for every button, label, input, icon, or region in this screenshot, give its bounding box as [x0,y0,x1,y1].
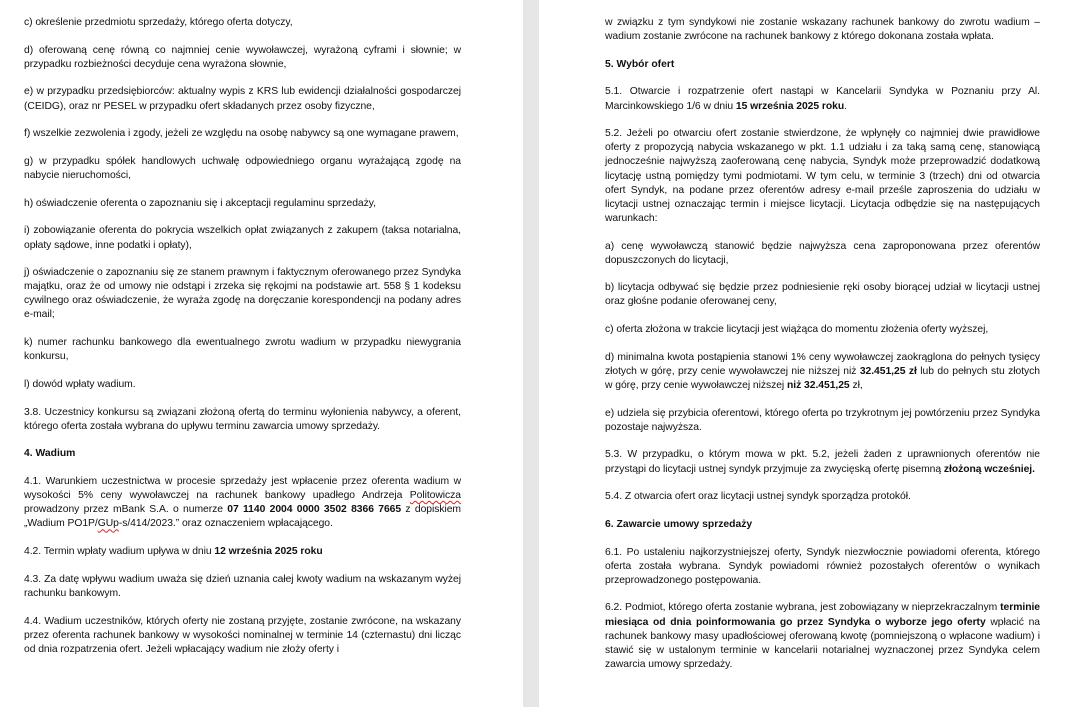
paragraph-6-2-text-a: 6.2. Podmiot, którego oferta zostanie wybrana, jest zobowiązany w nieprzekraczalnym [605,602,1001,614]
paragraph-5-3 [605,448,1040,476]
paragraph-3-7-d: d) oferowaną cenę równą co najmniej cenie wywoławczej, wyrażoną cyframi i słownie; w przypadku rozbieżności decyduje cena wyrażona słownie, [24,44,461,70]
document-page-left [0,0,523,707]
paragraph-5-2-d [605,351,1040,393]
paragraph-4-1-text-d: -s/414/2023.” oraz oznaczeniem wpłacającego. [118,518,333,530]
paragraph-6-2-bold: terminie miesiąca od dnia poinformowania go przez Syndyka o wyborze jego oferty [605,602,1040,628]
deposit-deadline-date: 12 września 2025 roku [214,546,323,558]
paragraph-5-2-c: c) oferta złożona w trakcie licytacji jest wiążąca do momentu złożenia oferty wyższej, [605,324,989,336]
spellcheck-flagged-code: GUp [97,518,119,530]
paragraph-4-1 [24,475,461,531]
paragraph-3-7-g: g) w przypadku spółek handlowych uchwałę odpowiedniego organu wyrażającą zgodę na nabycie nieruchomości, [24,155,461,182]
threshold-amount-2: niż 32.451,25 [787,379,850,391]
section-heading-4: 4. Wadium [24,448,76,460]
paragraph-3-7-k: k) numer rachunku bankowego dla ewentualnego zwrotu wadium w przypadku niewygrania konkursu, [24,337,461,363]
section-heading-6: 6. Zawarcie umowy sprzedaży [605,518,753,530]
paragraph-5-4: 5.4. Z otwarcia ofert oraz licytacji ustnej syndyk sporządza protokół. [605,491,911,503]
paragraph-5-2-d-text-b: lub do pełnych stu złotych w górę, przy cenie wywoławczej niższej [605,365,1040,391]
paragraph-5-1-text: 5.1. Otwarcie i rozpatrzenie ofert nastąpi w Kancelarii Syndyka w Poznaniu przy Al. Marcinkowskiego 1/6 w dniu [605,86,1040,112]
paragraph-4-1-text-b: prowadzony przez mBank S.A. o numerze [24,504,228,516]
paragraph-4-4: 4.4. Wadium uczestników, których oferty nie zostaną przyjęte, zostanie zwrócone, na wskazany przez oferenta rachunek bankowy w wysokości nominalnej w terminie 14 (czternastu) dni licząc od dnia rozpatrzenia ofert. Jeżeli wpłacający wadium nie złoży oferty i [24,615,461,655]
opening-date: 15 września 2025 roku [735,100,845,112]
paragraph-3-7-i: i) zobowiązanie oferenta do pokrycia wszelkich opłat związanych z zakupem (taksa notarialna, opłaty sądowe, inne podatki i opłaty), [24,225,461,251]
paragraph-4-1-text-a: 4.1. Warunkiem uczestnictwa w procesie sprzedaży jest wpłacenie przez oferenta wadium w wysokości 5% ceny wywoławczej na rachunek bankowy upadłego Andrzeja [24,476,461,502]
paragraph-5-2-d-text-a: d) minimalna kwota postąpienia stanowi 1% ceny wywoławczej zaokrąglona do pełnych tysięcy złotych w górę, przy cenie wywoławczej nie niższej niż [605,351,1040,377]
paragraph-3-7-e: e) w przypadku przedsiębiorców: aktualny wypis z KRS lub ewidencji działalności gospodarczej (CEIDG), oraz nr PESEL w przypadku ofert składanych przez osoby fizyczne, [24,86,461,112]
paragraph-3-7-c: c) określenie przedmiotu sprzedaży, którego oferta dotyczy, [24,17,293,28]
paragraph-5-2: 5.2. Jeżeli po otwarciu ofert zostanie stwierdzone, że wpłynęły co najmniej dwie prawidłowe oferty z propozycją nabycia wskazanego w pkt. 1.1 udziału i za taką samą cenę, stanowiącą jednocześnie najwyższą zaoferowaną cenę nabycia, Syndyk może przeprowadzić dodatkową licytację ustną pomiędzy tymi podmiotami. W tym celu, w terminie 3 (trzech) dni od otwarcia ofert Syndyk, na podane przez oferentów adresy e-mail prześle zaproszenia do udziału w licytacji ustnej oznaczając termin i miejsce licytacji. Licytacja odbędzie się na następujących warunkach: [605,128,1040,224]
paragraph-4-2 [24,545,461,559]
paragraph-6-2 [605,601,1040,671]
document-page-right [539,0,1070,707]
threshold-amount-1: 32.451,25 zł [859,365,917,377]
paragraph-5-2-e: e) udziela się przybicia oferentowi, którego oferta po trzykrotnym jej powtórzeniu przez Syndyka pozostaje najwyższa. [605,407,1040,433]
paragraph-4-1-text-c: z dopiskiem „Wadium PO1P/ [24,504,461,530]
spellcheck-flagged-name: Politowicza [409,490,461,502]
paragraph-3-8: 3.8. Uczestnicy konkursu są związani złożoną ofertą do terminu wyłonienia nabywcy, a oferent, którego oferta została wybrana do upływu terminu zawarcia umowy sprzedaży. [24,406,461,432]
paragraph-5-2-a: a) cenę wywoławczą stanowić będzie najwyższa cena zaproponowana przez oferentów dopuszczonych do licytacji, [605,240,1040,266]
paragraph-3-7-j: j) oświadczenie o zapoznaniu się ze stanem prawnym i faktycznym oferowanego przez Syndyka majątku, oraz że od umowy nie odstąpi i zrzeka się rękojmi na podstawie art. 558 § 1 kodeksu cywilnego oraz oświadczenie, że wyraża zgodę na doręczanie korespondencji na podany adres e-mail; [24,267,461,321]
paragraph-3-7-l: l) dowód wpłaty wadium. [24,378,136,390]
paragraph-5-2-b: b) licytacja odbywać się będzie przez podniesienie ręki osoby biorącej udział w licytacji ustnej oraz głośne podanie oferowanej ceny, [605,282,1040,308]
paragraph-4-3: 4.3. Za datę wpływu wadium uważa się dzień uznania całej kwoty wadium na wskazanym wyżej rachunku bankowym. [24,573,461,599]
paragraph-5-3-bold: złożoną wcześniej. [943,463,1035,475]
paragraph-3-7-h: h) oświadczenie oferenta o zapoznaniu się i akceptacji regulaminu sprzedaży, [24,197,376,209]
paragraph-5-3-text: 5.3. W przypadku, o którym mowa w pkt. 5.2, jeżeli żaden z uprawnionych oferentów nie przystąpi do licytacji ustnej syndyk przyjmuje za zwycięską ofertę pisemną [605,449,1040,475]
bank-account-number: 07 1140 2004 0000 3502 8366 7665 [227,504,402,516]
paragraph-3-7-f: f) wszelkie zezwolenia i zgody, jeżeli ze względu na osobę nabywcy są one wymagane prawem, [24,128,459,140]
paragraph-5-2-d-text-c: zł, [849,379,863,391]
paragraph-4-4-continued: w związku z tym syndykowi nie zostanie wskazany rachunek bankowy do zwrotu wadium – wadium zostanie zwrócone na rachunek bankowy z którego dokonana została wpłata. [605,17,1040,43]
paragraph-5-1-end: . [844,100,847,112]
paragraph-5-1 [605,85,1040,113]
paragraph-4-2-text: 4.2. Termin wpłaty wadium upływa w dniu [24,546,215,558]
paragraph-6-1: 6.1. Po ustaleniu najkorzystniejszej oferty, Syndyk niezwłocznie powiadomi oferenta, którego oferta została wybrana. Syndyk powiadomi również pozostałych oferentów o wynikach przeprowadzonego postępowania. [605,546,1040,586]
paragraph-6-2-text-b: wpłacić na rachunek bankowy masy upadłościowej oferowaną kwotę (pomniejszoną o wpłacone wadium) i stawić się w ustalonym terminie w kancelarii notarialnej wyznaczonej przez Syndyka celem zawarcia umowy sprzedaży. [605,616,1040,670]
section-heading-5: 5. Wybór ofert [605,58,675,70]
